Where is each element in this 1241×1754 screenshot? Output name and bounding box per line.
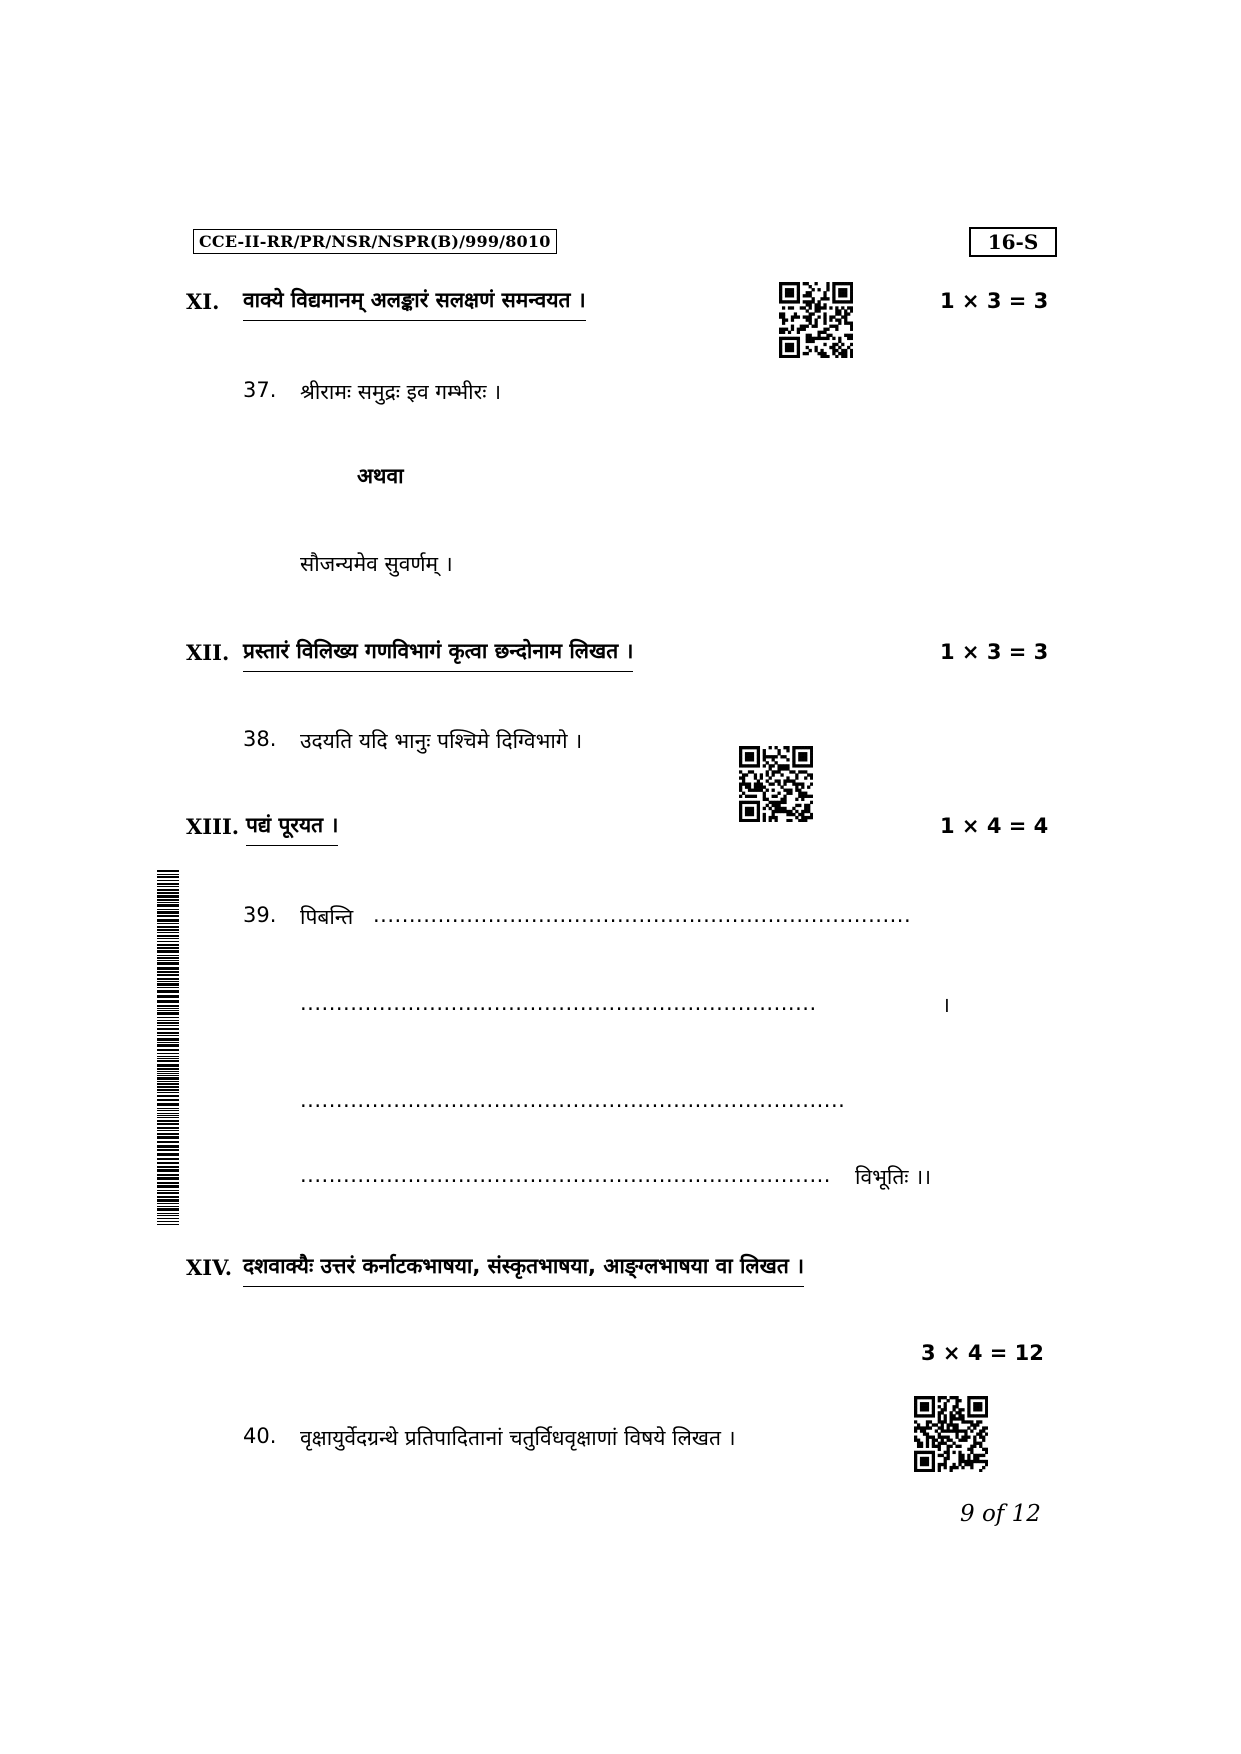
section-xii-marks: 1 × 3 = 3 <box>940 640 1049 664</box>
paper-code: CCE-II-RR/PR/NSR/NSPR(B)/999/8010 <box>193 229 557 254</box>
question-40-number: 40. <box>243 1424 277 1448</box>
question-39-number: 39. <box>243 903 277 927</box>
verse-line-4-end: विभूतिः ।। <box>855 1165 932 1189</box>
section-xii-number: XII. <box>186 640 230 665</box>
qr-code-1 <box>779 282 853 358</box>
qr-code-2 <box>739 746 813 822</box>
section-xi-marks: 1 × 3 = 3 <box>940 289 1049 313</box>
qr-code-3 <box>914 1396 988 1472</box>
section-xiii-marks: 1 × 4 = 4 <box>940 814 1049 838</box>
verse-line-4-blank: .......................................................................... <box>300 1163 831 1187</box>
section-xi-number: XI. <box>186 289 220 314</box>
section-xi-title: वाक्ये विद्यमानम् अलङ्कारं सलक्षणं समन्वयत । <box>243 286 586 321</box>
set-code: 16-S <box>969 227 1057 257</box>
section-xiv-marks: 3 × 4 = 12 <box>921 1341 1044 1365</box>
verse-line-2-end: । <box>942 993 950 1017</box>
section-xii-title: प्रस्तारं विलिख्य गणविभागं कृत्वा छन्दोनाम लिखत । <box>243 637 633 672</box>
verse-line-2-blank: ........................................................................ <box>300 991 817 1015</box>
page-number: 9 of 12 <box>960 1501 1041 1527</box>
verse-line-1-blank: ........................................................................... <box>373 903 912 927</box>
section-xiii-number: XIII. <box>186 814 240 839</box>
question-37-alt-text: सौजन्यमेव सुवर्णम् । <box>300 552 453 576</box>
question-38-number: 38. <box>243 727 277 751</box>
barcode <box>157 870 179 1225</box>
or-label: अथवा <box>357 464 404 488</box>
question-40-text: वृक्षायुर्वेदग्रन्थे प्रतिपादितानां चतुर्विधवृक्षाणां विषये लिखत । <box>300 1426 736 1450</box>
verse-line-1-start: पिबन्ति <box>300 905 354 929</box>
question-38-text: उदयति यदि भानुः पश्चिमे दिग्विभागे । <box>300 729 583 753</box>
question-37-number: 37. <box>243 378 277 402</box>
question-37-text: श्रीरामः समुद्रः इव गम्भीरः । <box>300 380 502 404</box>
verse-line-3-blank: ............................................................................ <box>300 1088 846 1112</box>
section-xiv-title: दशवाक्यैः उत्तरं कर्नाटकभाषया, संस्कृतभाषया, आङ्ग्लभाषया वा लिखत । <box>243 1252 804 1287</box>
section-xiv-number: XIV. <box>186 1255 233 1280</box>
section-xiii-title: पद्यं पूरयत । <box>246 811 338 846</box>
